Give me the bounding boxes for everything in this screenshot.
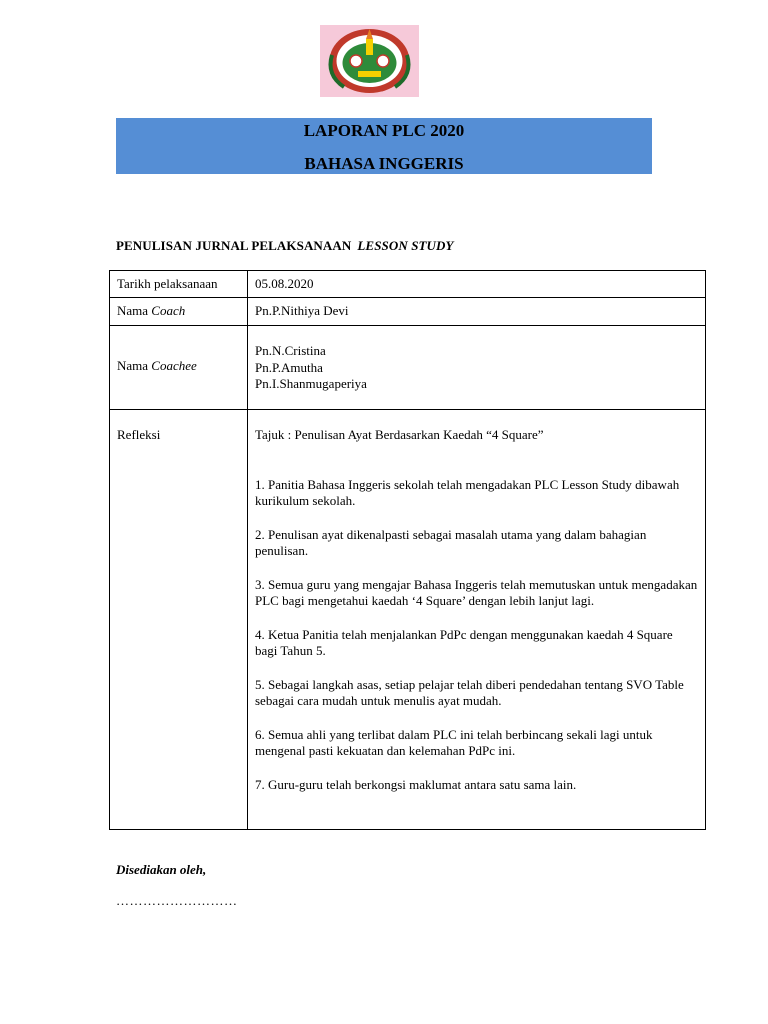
reflection-point: 1. Panitia Bahasa Inggeris sekolah telah mengadakan PLC Lesson Study dibawah kurikulum sekolah. — [255, 476, 680, 508]
table-row — [110, 298, 706, 326]
prepared-by-label: Disediakan oleh, — [116, 862, 207, 877]
reflection-point: 5. Sebagai langkah asas, setiap pelajar telah diberi pendedahan tentang SVO Table sebagai cara mudah untuk menulis ayat mudah. — [255, 676, 684, 708]
section-heading-emphasis: LESSON STUDY — [357, 238, 454, 253]
reflection-label: Refleksi — [110, 410, 248, 830]
coachee-name: Pn.P.Amutha — [255, 359, 323, 375]
coachee-list — [248, 326, 706, 410]
table-row — [110, 326, 706, 410]
coachee-label — [110, 326, 248, 410]
reflection-point: 6. Semua ahli yang terlibat dalam PLC ini telah berbincang sekali lagi untuk mengenal pasti kekuatan dan kelemahan PdPc ini. — [255, 726, 653, 758]
coachee-name: Pn.N.Cristina — [255, 343, 326, 358]
lesson-study-table — [109, 270, 706, 830]
signature-line: ……………………… — [116, 893, 238, 908]
reflection-point: 7. Guru-guru telah berkongsi maklumat antara satu sama lain. — [255, 776, 577, 792]
reflection-content — [248, 410, 706, 830]
report-title-band — [116, 118, 652, 174]
coachee-label-term: Coachee — [151, 358, 197, 373]
coachee-name: Pn.I.Shanmugaperiya — [255, 376, 367, 391]
coachee-label-prefix: Nama — [117, 358, 149, 373]
section-heading — [116, 238, 454, 254]
reflection-title: Tajuk : Penulisan Ayat Berdasarkan Kaedah “4 Square” — [255, 427, 544, 442]
coach-value: Pn.P.Nithiya Devi — [248, 298, 706, 326]
reflection-point: 4. Ketua Panitia telah menjalankan PdPc dengan menggunakan kaedah 4 Square bagi Tahun 5. — [255, 626, 673, 658]
coach-label — [110, 298, 248, 326]
table-row — [110, 271, 706, 298]
coach-label-term: Coach — [151, 303, 186, 318]
report-subject: BAHASA INGGERIS — [304, 154, 464, 173]
coach-label-prefix: Nama — [117, 303, 149, 318]
reflection-point: 3. Semua guru yang mengajar Bahasa Inggeris telah memutuskan untuk mengadakan PLC bagi mengetahui kaedah ‘4 Square’ dengan lebih lanjut lagi. — [255, 576, 698, 608]
report-title: LAPORAN PLC 2020 — [303, 121, 465, 140]
date-label: Tarikh pelaksanaan — [110, 271, 248, 298]
table-row — [110, 410, 706, 830]
section-heading-text: PENULISAN JURNAL PELAKSANAAN — [116, 238, 352, 253]
date-value: 05.08.2020 — [248, 271, 706, 298]
school-crest-icon — [320, 25, 419, 97]
reflection-point: 2. Penulisan ayat dikenalpasti sebagai masalah utama yang dalam bahagian penulisan. — [255, 526, 647, 558]
